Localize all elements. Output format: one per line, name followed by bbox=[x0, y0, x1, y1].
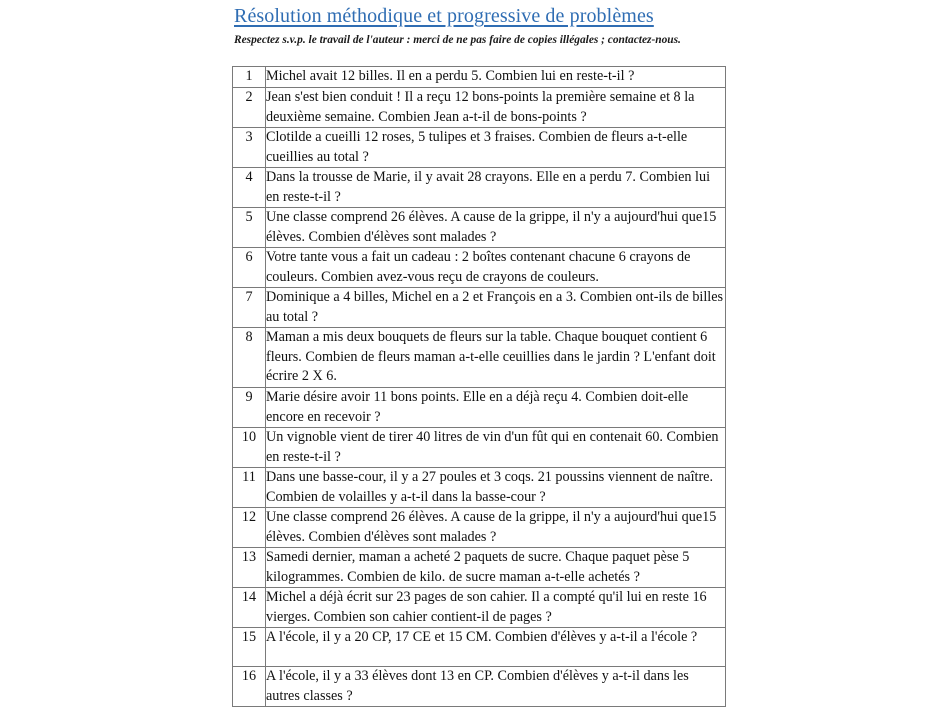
problem-number: 7 bbox=[233, 288, 266, 328]
problem-text: Une classe comprend 26 élèves. A cause de la grippe, il n'y a aujourd'hui que15 élèves. Combien d'élèves sont malades ? bbox=[266, 508, 726, 548]
problem-text: A l'école, il y a 20 CP, 17 CE et 15 CM. Combien d'élèves y a-t-il a l'école ? bbox=[266, 628, 726, 667]
problem-text: Dans une basse-cour, il y a 27 poules et 3 coqs. 21 poussins viennent de naître. Combien de volailles y a-t-il dans la basse-cour ? bbox=[266, 468, 726, 508]
table-row bbox=[233, 468, 726, 508]
problem-text: Michel a déjà écrit sur 23 pages de son cahier. Il a compté qu'il lui en reste 16 vierges. Combien son cahier contient-il de pages ? bbox=[266, 588, 726, 628]
problem-text: Dominique a 4 billes, Michel en a 2 et François en a 3. Combien ont-ils de billes au total ? bbox=[266, 288, 726, 328]
table-row bbox=[233, 508, 726, 548]
problem-number: 15 bbox=[233, 628, 266, 667]
table-row bbox=[233, 667, 726, 707]
problem-text: Maman a mis deux bouquets de fleurs sur la table. Chaque bouquet contient 6 fleurs. Combien de fleurs maman a-t-elle ceuillies dans le jardin ? L'enfant doit écrire 2 X 6. bbox=[266, 328, 726, 388]
problem-text: Marie désire avoir 11 bons points. Elle en a déjà reçu 4. Combien doit-elle encore en recevoir ? bbox=[266, 388, 726, 428]
problems-table bbox=[232, 66, 726, 707]
problem-number: 16 bbox=[233, 667, 266, 707]
problem-number: 6 bbox=[233, 248, 266, 288]
problem-text: A l'école, il y a 33 élèves dont 13 en CP. Combien d'élèves y a-t-il dans les autres classes ? bbox=[266, 667, 726, 707]
problem-text: Une classe comprend 26 élèves. A cause de la grippe, il n'y a aujourd'hui que15 élèves. Combien d'élèves sont malades ? bbox=[266, 208, 726, 248]
problem-number: 12 bbox=[233, 508, 266, 548]
table-row bbox=[233, 208, 726, 248]
table-row bbox=[233, 588, 726, 628]
problem-number: 2 bbox=[233, 88, 266, 128]
problem-number: 10 bbox=[233, 428, 266, 468]
problem-number: 9 bbox=[233, 388, 266, 428]
table-row bbox=[233, 428, 726, 468]
table-row bbox=[233, 288, 726, 328]
problem-text: Votre tante vous a fait un cadeau : 2 boîtes contenant chacune 6 crayons de couleurs. Combien avez-vous reçu de crayons de couleurs. bbox=[266, 248, 726, 288]
problem-number: 5 bbox=[233, 208, 266, 248]
problem-number: 4 bbox=[233, 168, 266, 208]
problem-number: 11 bbox=[233, 468, 266, 508]
table-row bbox=[233, 168, 726, 208]
table-row bbox=[233, 248, 726, 288]
table-row bbox=[233, 67, 726, 88]
document-title: Résolution méthodique et progressive de problèmes bbox=[234, 5, 654, 27]
table-row bbox=[233, 88, 726, 128]
problem-text: Jean s'est bien conduit ! Il a reçu 12 bons-points la première semaine et 8 la deuxième semaine. Combien Jean a-t-il de bons-points ? bbox=[266, 88, 726, 128]
problem-text: Samedi dernier, maman a acheté 2 paquets de sucre. Chaque paquet pèse 5 kilogrammes. Combien de kilo. de sucre maman a-t-elle achetés ? bbox=[266, 548, 726, 588]
table-row bbox=[233, 328, 726, 388]
problem-number: 14 bbox=[233, 588, 266, 628]
problem-number: 8 bbox=[233, 328, 266, 388]
table-row bbox=[233, 128, 726, 168]
problem-number: 13 bbox=[233, 548, 266, 588]
problem-text: Un vignoble vient de tirer 40 litres de vin d'un fût qui en contenait 60. Combien en reste-t-il ? bbox=[266, 428, 726, 468]
table-row bbox=[233, 388, 726, 428]
problem-number: 1 bbox=[233, 67, 266, 88]
problem-number: 3 bbox=[233, 128, 266, 168]
problem-text: Michel avait 12 billes. Il en a perdu 5. Combien lui en reste-t-il ? bbox=[266, 67, 726, 88]
table-row bbox=[233, 548, 726, 588]
problem-text: Clotilde a cueilli 12 roses, 5 tulipes et 3 fraises. Combien de fleurs a-t-elle cueillies au total ? bbox=[266, 128, 726, 168]
table-row bbox=[233, 628, 726, 667]
problem-text: Dans la trousse de Marie, il y avait 28 crayons. Elle en a perdu 7. Combien lui en reste-t-il ? bbox=[266, 168, 726, 208]
copyright-notice: Respectez s.v.p. le travail de l'auteur : merci de ne pas faire de copies illégales ; contactez-nous. bbox=[234, 34, 681, 46]
